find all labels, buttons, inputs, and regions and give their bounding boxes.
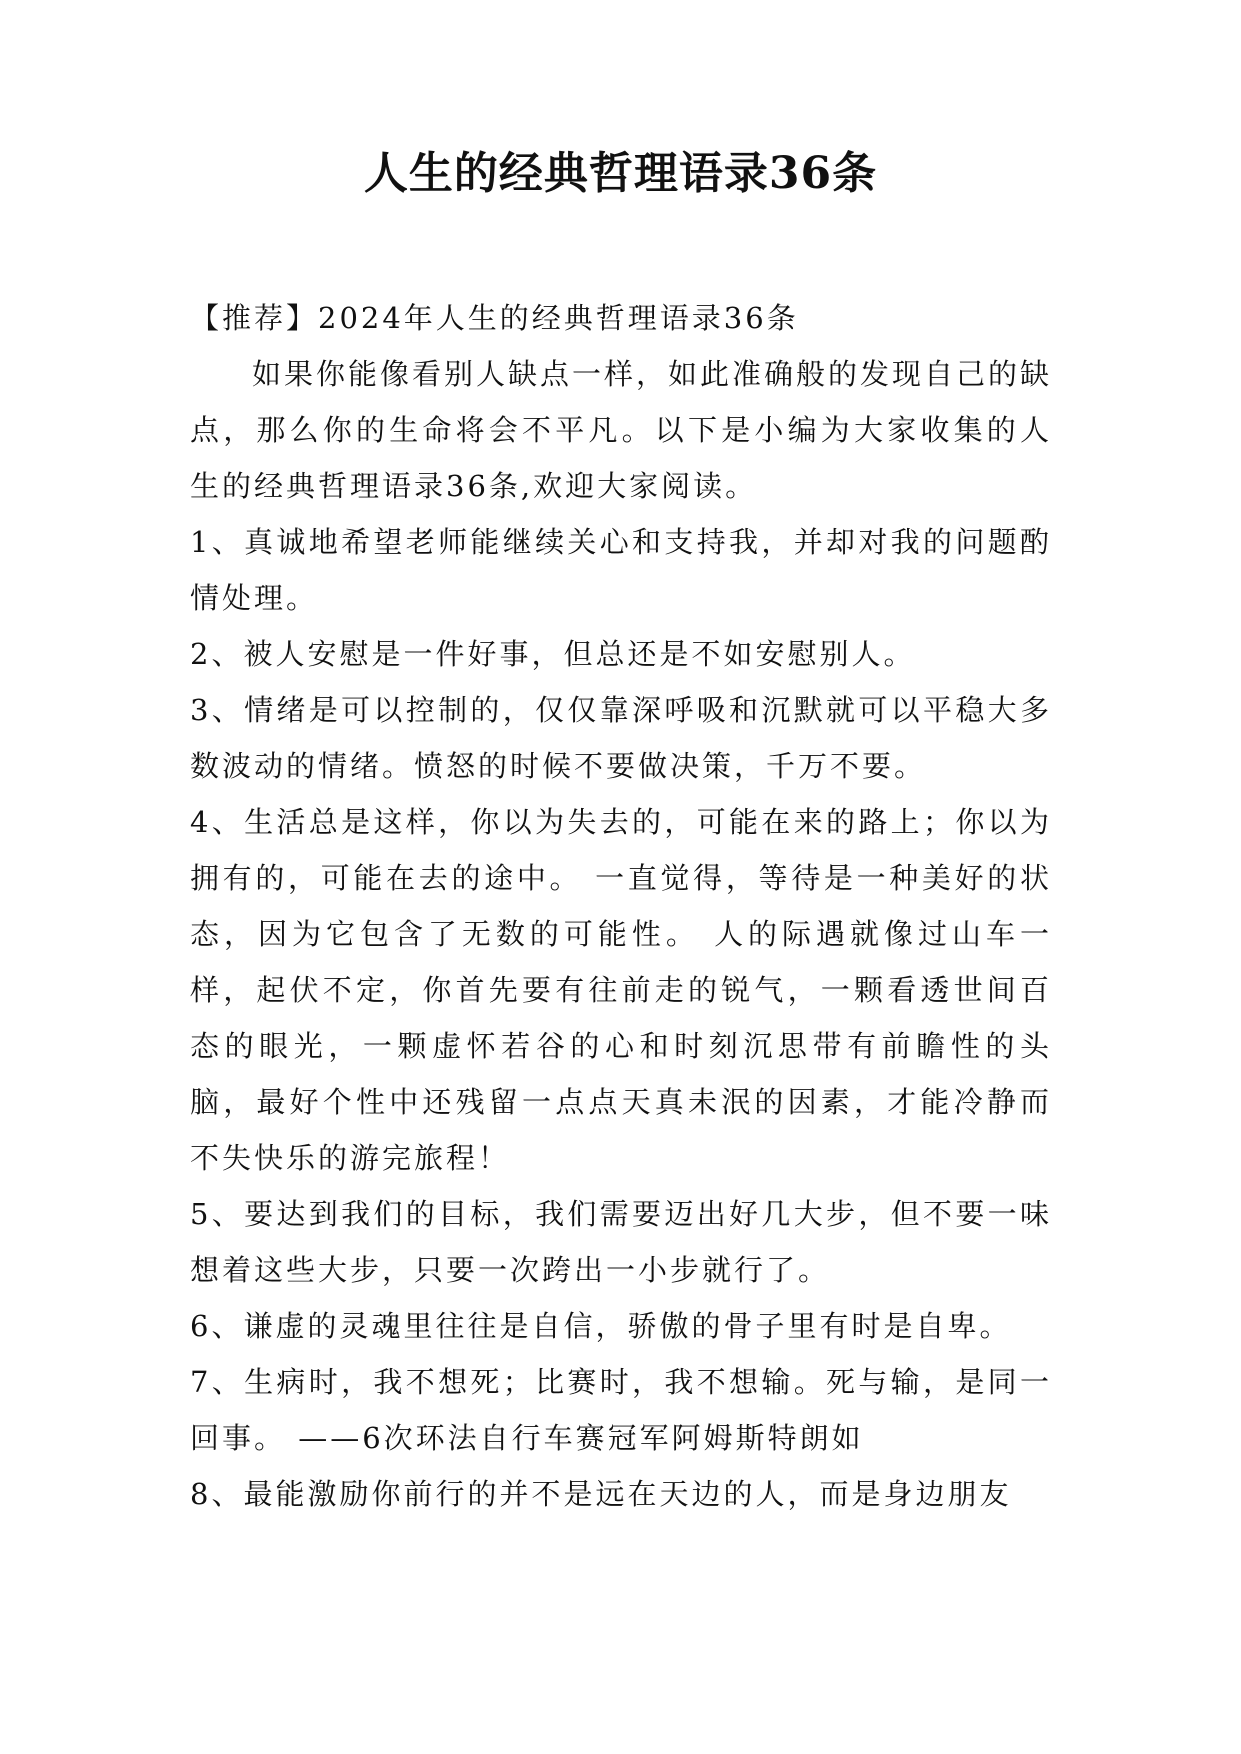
quote-item-4: 4、生活总是这样，你以为失去的，可能在来的路上；你以为拥有的，可能在去的途中。 一直觉得，等待是一种美好的状态，因为它包含了无数的可能性。 人的际遇就像过山车一样，起伏不定，你首先要有往前走的锐气，一颗看透世间百态的眼光，一颗虚怀若谷的心和时刻沉思带有前瞻性的头脑，最好个性中还残留一点点天真未泯的因素，才能冷静而不失快乐的游完旅程！ xyxy=(190,805,1052,1175)
quote-item-5: 5、要达到我们的目标，我们需要迈出好几大步，但不要一味想着这些大步，只要一次跨出一小步就行了。 xyxy=(190,1197,1052,1287)
document-title: 人生的经典哲理语录36条 xyxy=(363,148,878,199)
recommend-line: 【推荐】2024年人生的经典哲理语录36条 xyxy=(190,301,799,335)
intro-paragraph: 如果你能像看别人缺点一样，如此准确般的发现自己的缺点，那么你的生命将会不平凡。以下是小编为大家收集的人生的经典哲理语录36条,欢迎大家阅读。 xyxy=(190,357,1053,503)
quote-item-2: 2、被人安慰是一件好事，但总还是不如安慰别人。 xyxy=(190,637,916,671)
quote-item-8: 8、最能激励你前行的并不是远在天边的人，而是身边朋友 xyxy=(190,1477,1012,1511)
quote-item-6: 6、谦虚的灵魂里往往是自信，骄傲的骨子里有时是自卑。 xyxy=(190,1309,1012,1343)
quote-item-1: 1、真诚地希望老师能继续关心和支持我，并却对我的问题酌情处理。 xyxy=(190,525,1052,615)
document-body xyxy=(190,290,1052,1522)
quote-item-7: 7、生病时，我不想死；比赛时，我不想输。死与输，是同一回事。 ——6次环法自行车赛冠军阿姆斯特朗如 xyxy=(190,1365,1052,1455)
quote-item-3: 3、情绪是可以控制的，仅仅靠深呼吸和沉默就可以平稳大多数波动的情绪。愤怒的时候不要做决策，千万不要。 xyxy=(190,693,1052,783)
